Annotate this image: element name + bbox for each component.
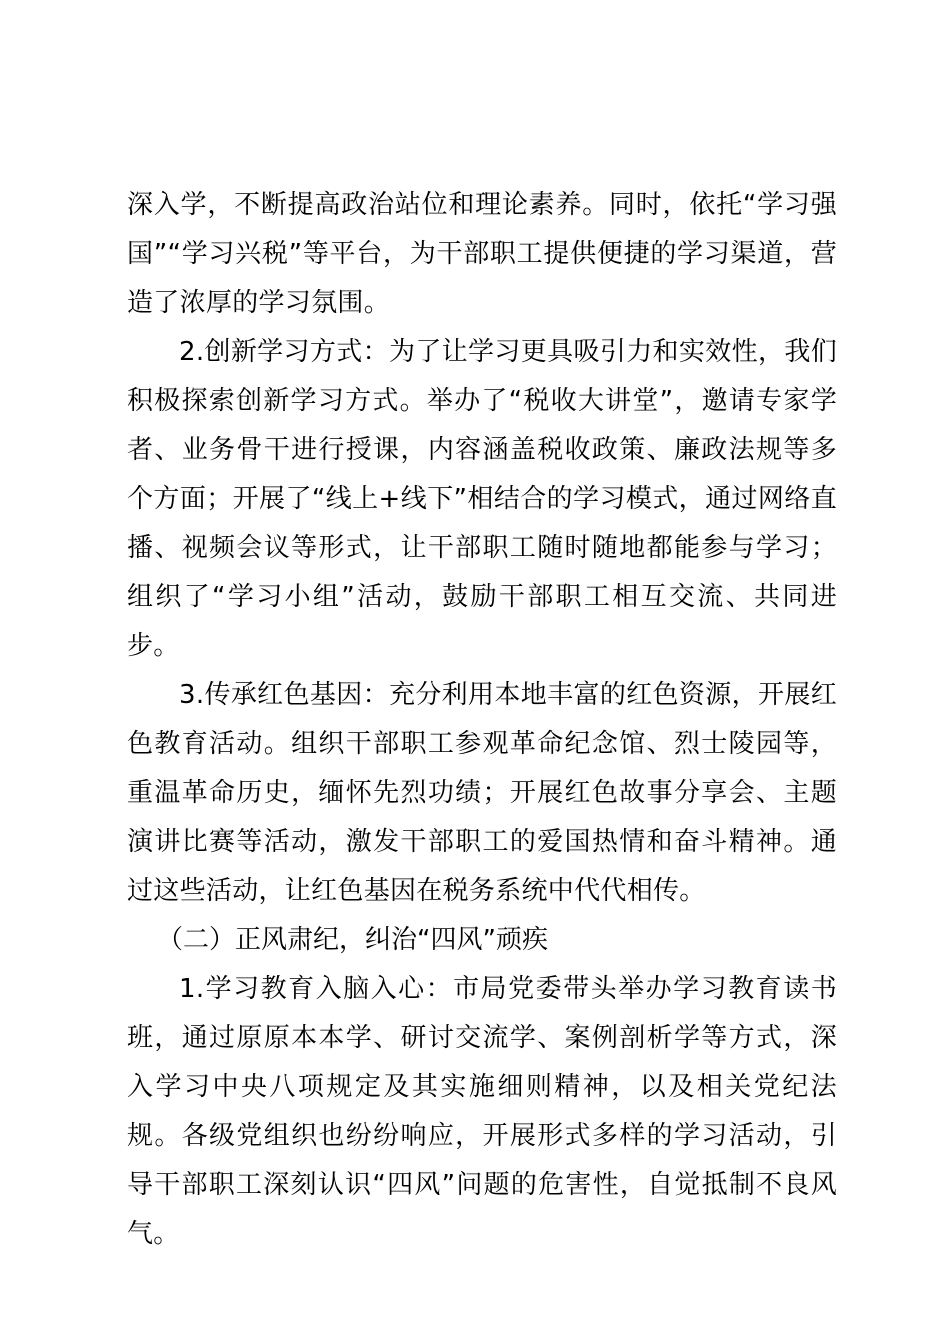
paragraph-study-education: 1.学习教育入脑入心：市局党委带头举办学习教育读书班，通过原原本本学、研讨交流学、案例剖析学等方式，深入学习中央八项规定及其实施细则精神，以及相关党纪法规。各级党组织也纷纷响应，开展形式多样的学习活动，引导干部职工深刻认识“四风”问题的危害性，自觉抵制不良风气。 — [127, 974, 837, 1249]
paragraph-continuation: 深入学，不断提高政治站位和理论素养。同时，依托“学习强国”“学习兴税”等平台，为干部职工提供便捷的学习渠道，营造了浓厚的学习氛围。 — [127, 190, 837, 318]
paragraph-innovate-learning: 2.创新学习方式：为了让学习更具吸引力和实效性，我们积极探索创新学习方式。举办了“税收大讲堂”，邀请专家学者、业务骨干进行授课，内容涵盖税收政策、廉政法规等多个方面；开展了“线上+线下”相结合的学习模式，通过网络直播、视频会议等形式，让干部职工随时随地都能参与学习；组织了“学习小组”活动，鼓励干部职工相互交流、共同进步。 — [127, 337, 837, 661]
section-heading: （二）正风肃纪，纠治“四风”顽疾 — [157, 925, 548, 955]
paragraph-red-gene: 3.传承红色基因：充分利用本地丰富的红色资源，开展红色教育活动。组织干部职工参观革命纪念馆、烈士陵园等，重温革命历史，缅怀先烈功绩；开展红色故事分享会、主题演讲比赛等活动，激发干部职工的爱国热情和奋斗精神。通过这些活动，让红色基因在税务系统中代代相传。 — [127, 680, 837, 906]
document-body — [127, 181, 837, 1259]
